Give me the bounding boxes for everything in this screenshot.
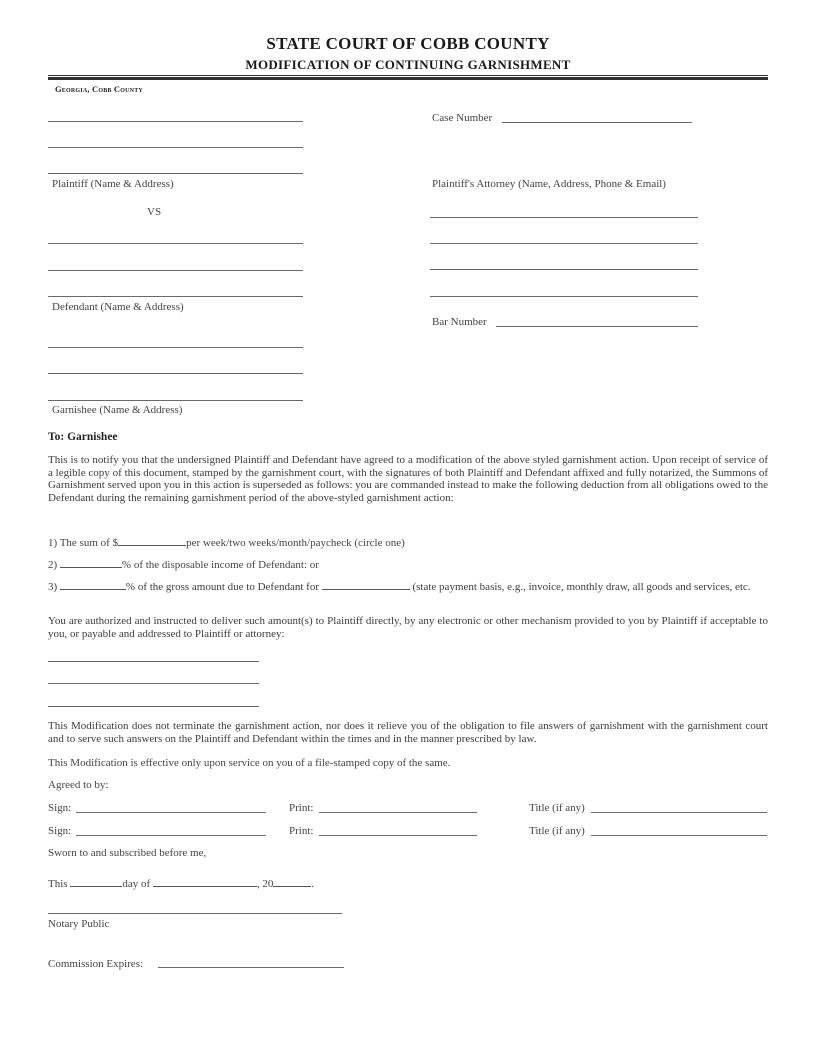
sign-label-1: Sign: (48, 802, 72, 814)
sign-field-2[interactable] (76, 835, 266, 836)
document-subtitle: MODIFICATION OF CONTINUING GARNISHMENT (245, 57, 571, 72)
bar-number-field[interactable] (496, 326, 698, 327)
year-prefix: , 20 (256, 878, 274, 890)
payee-line-1[interactable] (48, 661, 259, 662)
garnishee-label: Garnishee (Name & Address) (52, 404, 183, 416)
print-label-1: Print: (289, 802, 314, 814)
title-field-1[interactable] (591, 812, 767, 813)
item-3 (48, 579, 768, 594)
header-rule-thick (48, 77, 768, 80)
month-field[interactable] (153, 876, 257, 887)
sworn-label: Sworn to and subscribed before me, (48, 847, 207, 859)
notary-signature-line[interactable] (48, 913, 342, 914)
payee-line-3[interactable] (48, 706, 259, 707)
garnishee-line-2[interactable] (48, 373, 303, 374)
item-1-suffix: per week/two weeks/month/paycheck (circle one) (186, 537, 405, 549)
defendant-label: Defendant (Name & Address) (52, 301, 184, 313)
date-period: . (311, 878, 315, 890)
item-3-basis-field[interactable] (322, 579, 410, 590)
garnishee-line-3[interactable] (48, 400, 303, 401)
attorney-line-2[interactable] (430, 243, 698, 244)
plaintiff-line-3[interactable] (48, 173, 303, 174)
notary-date-row (48, 876, 314, 890)
item-3-prefix: 3) (48, 581, 58, 593)
item-2-suffix: % of the disposable income of Defendant: or (121, 559, 319, 571)
authorized-paragraph: You are authorized and instructed to deliver such amount(s) to Plaintiff directly, by any electronic or other mechanism provided to you by Plaintiff if acceptable to you, or payable and addressed to Plaintiff or attorney: (48, 615, 768, 640)
plaintiff-line-1[interactable] (48, 121, 303, 122)
document-title: STATE COURT OF COBB COUNTY (266, 34, 550, 53)
to-garnishee-heading: To: Garnishee (48, 431, 118, 443)
item-1 (48, 535, 405, 549)
sign-label-2: Sign: (48, 825, 72, 837)
print-label-2: Print: (289, 825, 314, 837)
plaintiff-label: Plaintiff (Name & Address) (52, 178, 174, 190)
bar-number-label: Bar Number (432, 316, 487, 328)
plaintiff-line-2[interactable] (48, 147, 303, 148)
commission-label: Commission Expires: (48, 958, 144, 970)
day-of-label: day of (122, 878, 151, 890)
notary-public-label: Notary Public (48, 918, 110, 930)
item-2 (48, 557, 319, 571)
garnishee-line-1[interactable] (48, 347, 303, 348)
agreed-label: Agreed to by: (48, 779, 109, 791)
item-3-percent-field[interactable] (60, 579, 126, 590)
versus-label: VS (147, 206, 162, 218)
print-field-2[interactable] (319, 835, 477, 836)
venue-label: Georgia, Cobb County (55, 84, 143, 94)
case-number-label: Case Number (432, 112, 493, 124)
title-label-1: Title (if any) (529, 802, 585, 814)
this-label: This (48, 878, 68, 890)
item-2-prefix: 2) (48, 559, 58, 571)
item-1-prefix: 1) The sum of $ (48, 537, 119, 549)
case-number-field[interactable] (502, 122, 692, 123)
title-field-2[interactable] (591, 835, 767, 836)
header-rule-thin (48, 75, 768, 76)
sign-field-1[interactable] (76, 812, 266, 813)
effective-paragraph: This Modification is effective only upon service on you of a file-stamped copy of the same. (48, 757, 451, 769)
item-2-percent-field[interactable] (60, 557, 122, 568)
day-field[interactable] (70, 876, 122, 887)
payee-line-2[interactable] (48, 683, 259, 684)
commission-field[interactable] (158, 967, 344, 968)
attorney-label: Plaintiff's Attorney (Name, Address, Phone & Email) (432, 178, 666, 190)
print-field-1[interactable] (319, 812, 477, 813)
not-terminate-paragraph: This Modification does not terminate the garnishment action, nor does it relieve you of the obligation to file answers of garnishment with the garnishment court and to serve such answers on the Plaintiff and Defendant within the times and in the manner prescribed by law. (48, 720, 768, 745)
defendant-line-3[interactable] (48, 296, 303, 297)
defendant-line-2[interactable] (48, 270, 303, 271)
defendant-line-1[interactable] (48, 243, 303, 244)
year-field[interactable] (273, 876, 311, 887)
intro-paragraph: This is to notify you that the undersigned Plaintiff and Defendant have agreed to a modification of the above styled garnishment action. Upon receipt of service of a legible copy of this document, stamped by the garnishment court, with the signatures of both Plaintiff and Defendant affixed and fully notarized, the Summons of Garnishment served upon you in this action is superseded as follows: you are commanded instead to make the following deduction from all obligations owed to the Defendant during the remaining garnishment period of the above-styled garnishment action: (48, 454, 768, 504)
item-3-mid: % of the gross amount due to Defendant for (125, 581, 319, 593)
attorney-line-4[interactable] (430, 296, 698, 297)
title-label-2: Title (if any) (529, 825, 585, 837)
item-1-amount-field[interactable] (118, 535, 186, 546)
item-3-suffix: (state payment basis, e.g., invoice, monthly draw, all goods and services, etc. (412, 581, 751, 593)
attorney-line-3[interactable] (430, 269, 698, 270)
attorney-line-1[interactable] (430, 217, 698, 218)
